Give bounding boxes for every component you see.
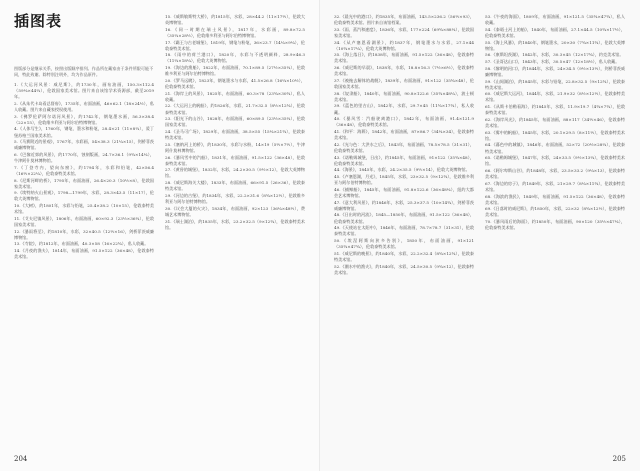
caption-entry: 59.《山间湖泊》，约1845年，水彩与铅笔，22.8×32.5（9×12¾），伦敦泰特美术馆。 [485,78,625,90]
caption-entry: 27.《黄昏的城堡》，1832年，水彩，24.2×30.5（9½×12），伦敦大英博物馆。 [165,167,305,179]
caption-entry: 16.《同一时期在瑞士风景》，1817年，水彩画，89.8×72.5（35¼×28½），伦敦维多利亚与阿尔伯特博物馆。 [165,26,305,38]
caption-entry: 5.《马赛附近的景观》，1767年，水彩画，54×38.3（21¼×15），剑桥菲茨威廉博物馆。 [14,139,154,151]
caption-entry: 8.《尼斯河畔的桥》，1795年，布面油画，26.4×20.3（10½×8），伦敦国家美术馆。 [14,177,154,189]
right-column-a [334,14,474,446]
caption-entry: 61.《从斯卡伯勒看海》，约1845年，水彩，11.9×19.7（4¾×7¾），伦敦泰特美术馆。 [485,104,625,116]
caption-entry: 52.《潮水中的渔夫》，约1840年，水彩，24.5×30.5（9¾×12），伦敦泰特美术馆。 [334,263,474,275]
caption-entry: 31.《瑞士湖泊》，约1835年，水彩，23.2×32.5（9×12¾），伦敦泰特美术馆。 [165,218,305,230]
caption-entry: 37.《被拖去解体的战舰》，1839年，布面油画，91×122（35¾×48），伦敦国家美术馆。 [334,77,474,89]
page-number-right: 205 [612,455,626,463]
intro-paragraph: 图版部分是继承关系，按照出版顺序排列。作品所在藏家由于条件所限可能不同，特此致谢。除特别注明外，均为作品原件。 [14,66,154,78]
caption-entry: 57.《圣哥达山口》，1843年，水彩，30.5×47（12×18½），私人收藏。 [485,59,620,65]
caption-entry: 20.《罗马远眺》，1823年，钢笔墨水与水彩，41.5×26.8（16¼×10½），伦敦泰特美术馆。 [165,77,305,89]
page-number-left: 204 [14,455,28,463]
caption-entry: 47.《意大利风景》，约1846年，水彩，25.3×37.5（10×14¾），剑桥菲茨威廉博物馆。 [334,199,474,211]
caption-entry: 21.《海岸上的风景》，1825年，布面油画，60.3×78（23¾×30¾），私人收藏。 [165,90,305,102]
caption-entry: 3.《佛罗伦萨阿尔诺河风景》，约1742年，钢笔墨水画，56.3×38.4（22×15），伦敦维多利亚与阿尔伯特博物馆。 [14,113,154,125]
caption-entry: 67.《海边的房子》，约1849年，水彩，21×29.7（8¼×11¾），伦敦泰特美术馆。 [485,180,625,192]
caption-entry: 4.《人体写生》，1760年，钢笔、墨水和粉笔，28.4×21（11×8¼），爱丁堡苏格兰国家美术馆。 [14,126,154,138]
caption-entry: 34.《从卢塞恩看湖景》，约1837年，钢笔墨水与水彩，27.1×44（10¾×17¼），伦敦大英博物馆。 [334,39,474,51]
caption-entry: 18.《雨中的荷兰港口》，1820年，水彩与不透明颜料，28.9×46.3（11¼×18¼），伦敦大英博物馆。 [165,52,305,64]
caption-entry: 7.《丁登寺内，望向东窗》，约1794年，水彩和铅笔，42×56.4（16½×22¼），伦敦泰特美术馆。 [14,164,154,176]
caption-entry: 32.《晨光中的港口》，约1835年，布面油画，143.5×236.2（56½×93），伦敦泰特美术馆。图片来自该馆档案。 [334,14,474,26]
caption-entry: 33.《雨、蒸汽和速度》，1836年，水彩，177×224（69¾×88¼），伦敦国家美术馆。 [334,26,474,38]
caption-entry: 23.《阳光下的山谷》，1828年，布面油画，60×89.5（23½×35¼），伦敦国家美术馆。 [165,116,305,128]
caption-entry: 24.《圣马可广场》，1829年，布面油画，38.5×55（15¼×21¾），伦敦泰特美术馆。 [165,129,305,141]
caption-entry: 36.《威尼斯的早晨》，1838年，水彩，18.8×16.3（7½×6½），伦敦泰特美术馆。 [334,65,474,77]
caption-entry: 9.《埃特纳火山景观》，1798—1799年，水彩，28.3×43.5（11×17），伦敦大英博物馆。 [14,190,154,202]
caption-entry: 35.《海上落日》，约1838年，布面油画，91.5×122（36×48），伦敦泰特美术馆。 [334,52,474,64]
caption-entry: 12.《暴雨将至》，约1810年，水彩，32×40.5（12½×16），剑桥菲茨威廉博物馆。 [14,228,154,240]
caption-entry: 6.《巴黎近郊的风景》，约1770年，蚀刻版画，24.7×36.1（9¾×14¼），牛津阿什莫林博物馆。 [14,152,154,164]
left-column-a [14,82,154,446]
caption-entry: 66.《阿尔卑斯山谷》，约1848年，水彩，23.5×33.2（9¼×13），伦敦泰特美术馆。 [485,167,625,180]
caption-entry: 56.《康斯坦茨湖》，1842年，水彩，30.3×45（12×17¾），约克美术馆。 [485,52,624,58]
caption-entry: 41.《和平：海葬》，1842年，布面油画，87×86.7（34¼×34），伦敦泰特美术馆。 [334,129,474,141]
caption-entry: 60.《威尼斯大运河》，1844年，水彩，21.9×32（8½×12½），伦敦泰特美术馆。 [485,91,625,103]
left-column-b [165,14,305,446]
caption-entry: 28.《威尼斯海关大楼》，1833年，布面油画，66×91.5（26×36），伦敦泰特美术馆。 [165,180,305,192]
caption-entry: 25.《塞纳河上的桥》，约1830年，水彩与水粉，14×19（5½×7½），牛津阿什莫林博物馆。 [165,141,305,153]
caption-entry: 70.《暴风雨后的海面》，约1850年，布面油画，90×120（35½×47¼），伦敦泰特美术馆。 [485,219,625,231]
caption-entry: 51.《威尼斯的晚景》，约1840年，水彩，22.2×32.4（8¾×12¾），伦敦泰特美术馆。 [334,250,474,262]
caption-entry: 65.《诺勒姆城堡》，1847年，水彩，24×33.5（9½×13¼），伦敦泰特美术馆。 [485,155,625,167]
caption-entry: 46.《捕鲸船》，1845年，布面油画，91.8×122.6（36×48¼），纽约大都会艺术博物馆。 [334,186,474,198]
caption-entry: 10.《大树》，约1801年，水彩与铅笔，25.4×38.2（10×15），伦敦泰特美术馆。 [14,203,154,215]
caption-entry: 17.《霸王与古老城堡》，1819年，钢笔与粉笔，36×23.7（14¼×9¼），伦敦泰特美术馆。 [165,39,305,51]
caption-entry: 48.《日出时的河流》，1845—1850年，布面油画，91.5×122（36×48），伦敦泰特美术馆。 [334,212,474,224]
caption-entry: 30.《议会大厦的火灾》，1834年，布面油画，92×123（36¼×48½），费城艺术博物馆。 [165,205,305,217]
right-page [320,0,640,471]
caption-entry: 49.《天使站在太阳中》，1846年，布面油画，78.7×78.7（31×31），伦敦泰特美术馆。 [334,225,474,237]
caption-entry: 1.《大运河风景：威尼斯》，约1730年，画布油画，150.3×112.4（59¼×44¼），伦敦国家美术馆。图片来自该馆学术资源部，截至2019年。 [14,82,154,100]
caption-entry: 42.《光与色：大洪水之后》，1843年，布面油画，78.5×78.5（31×31），伦敦泰特美术馆。 [334,141,474,153]
caption-entry: 43.《诺勒姆城堡，日出》，约1845年，布面油画，91×122（35¾×48），伦敦泰特美术馆。 [334,154,474,166]
caption-entry: 68.《海滨的渔民》，1849年，布面油画，91.5×122（36×48），伦敦泰特美术馆。 [485,193,625,205]
caption-entry: 44.《海景》，1845年，水彩，24.2×35.5（9½×14），伦敦大英博物馆。 [334,167,470,173]
caption-entry: 19.《海边的渔船》，1822年，布面油画，70.1×89.5（27½×35¼），伦敦维多利亚与阿尔伯特博物馆。 [165,65,305,77]
caption-entry: 69.《日落时的威尼斯》，约1850年，水彩，22×32（8¾×12½），伦敦泰特美术馆。 [485,206,625,218]
caption-entry: 26.《暴风雪中的汽船》，1831年，布面油画，91.5×122（36×48），伦敦泰特美术馆。 [165,154,305,166]
caption-entry: 15.《威斯敏斯特大桥》，约1815年，水彩，28×44.2（11×17½），伦敦大英博物馆。 [165,14,305,26]
page-title: 插图表 [14,12,63,30]
caption-entry: 39.《蓝色的里吉山》，1842年，水彩，29.7×45（11¾×17¾），私人收藏。 [334,103,474,115]
caption-entry: 14.《月夜的渔夫》，1814年，布面油画，91.5×122（36×48），伦敦泰特美术馆。 [14,248,154,260]
caption-entry: 54.《泰晤士河上的船》，1840年，布面油画，27.1×44.5（10¾×17½），伦敦泰特美术馆。 [485,26,625,38]
caption-entry: 29.《河边的古堡》，约1834年，水彩，22.2×31.6（8¾×12½），伦敦维多利亚与阿尔伯特博物馆。 [165,192,305,205]
caption-entry: 63.《雾中的帆船》，1845年，水彩，20.1×29.5（8×11½），伦敦泰特美术馆。 [485,129,625,141]
caption-entry: 64.《暮色中的城镇》，1846年，布面油画，52×72（20½×28¼），伦敦泰特美术馆。 [485,142,625,154]
right-column-b [485,14,625,446]
caption-entry: 13.《寺院》，约1812年，布面油画，40.3×58（16×22¾），私人收藏。 [14,241,149,247]
caption-entry: 40.《暴风雪：汽船驶离港口》，1842年，布面油画，91.4×121.9（36×48），伦敦泰特美术馆。 [334,116,474,128]
caption-entry: 11.《艾夫尼镇风景》，1806年，布面油画，60×92.3（23½×36¼），伦敦国家美术馆。 [14,215,154,227]
caption-entry: 50.《埃涅阿斯向狄多告别》，1850年，布面油画，91×121（35¾×47¾），伦敦泰特美术馆。 [334,237,474,250]
caption-entry: 45.《卢塞恩湖，月光》，1845年，水彩，23×32.5（9×12¾），伦敦维多利亚与阿尔伯特博物馆。 [334,174,474,186]
caption-entry: 58.《黎明的河口》，约1844年，水彩，24×34.5（9½×13½），剑桥菲茨威廉博物馆。 [485,65,625,77]
caption-entry: 2.《从朱代卡岛看总督府》，1735年，布面油画，46×62.1（18×24½），私人收藏。图片来自藏家授权使用。 [14,100,154,112]
caption-entry: 62.《海岸风光》，约1845年，布面油画，88×117（34½×46），伦敦泰特美术馆。 [485,116,625,128]
caption-entry: 22.《大运河上的帆船》，约1826年，水彩，21.7×32.5（8½×12¾），伦敦泰特美术馆。 [165,103,305,115]
caption-entry: 53.《午夜的海面》，1809年，布面油画，91×121.5（35¾×47¾），私人收藏。 [485,14,625,26]
caption-entry: 55.《海上风暴》，约1840年，钢笔墨水，20×30（7¾×11¾），伦敦大英博物馆。 [485,39,625,51]
caption-entry: 38.《奴隶船》，1840年，布面油画，90.8×122.6（35¾×48¼），波士顿美术馆。 [334,90,474,102]
